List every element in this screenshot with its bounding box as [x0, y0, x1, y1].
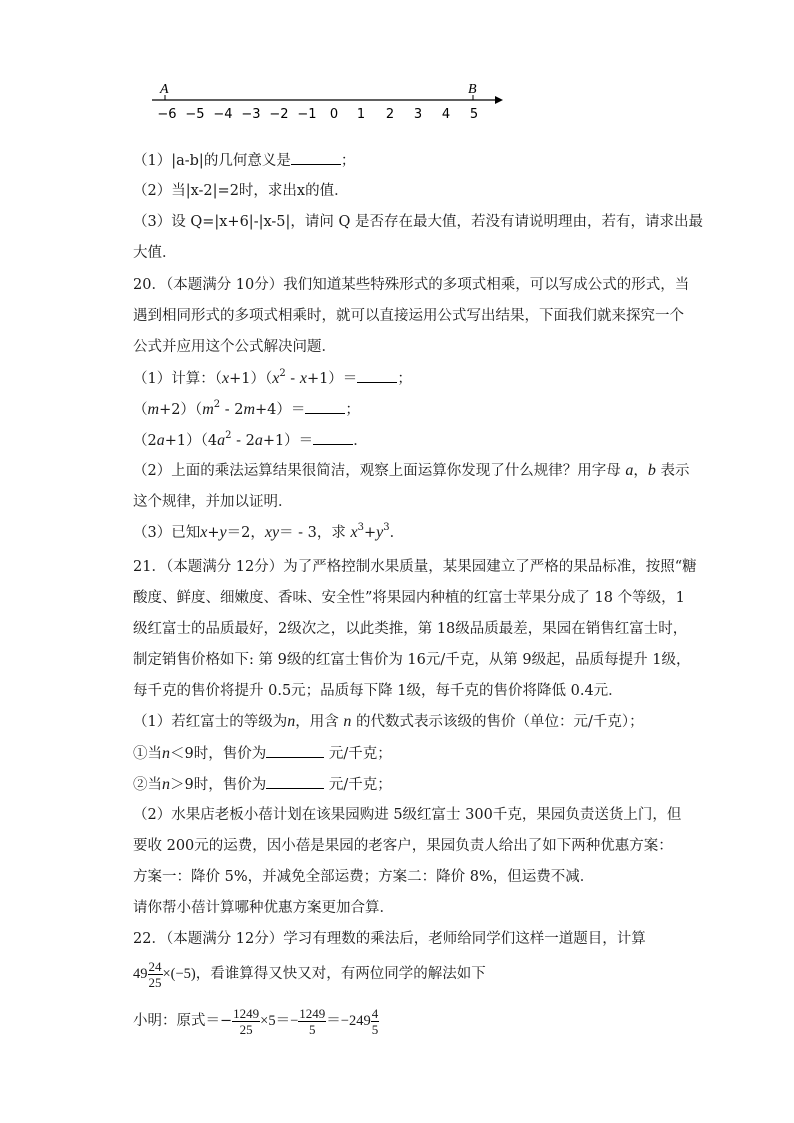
answer-blank[interactable]	[266, 743, 324, 758]
q21-line4: 制定销售价格如下: 第 9级的红富士售价为 16元/千克，从第 9级起，品质每提升 1级，	[133, 652, 691, 668]
fraction: $\frac{1249}{5}$	[299, 1005, 326, 1037]
tick-label: 3	[413, 107, 423, 122]
q19-part3-line2: 大值．	[133, 245, 177, 261]
q20-part3: （3）已知x+y＝2，xy＝ - 3，求 $x^3+y^3$．	[133, 522, 405, 541]
point-label-a: A	[160, 82, 169, 97]
answer-blank[interactable]	[313, 430, 353, 445]
point-label-b: B	[468, 82, 477, 97]
q21-part2-line1: （2）水果店老板小蓓计划在该果园购进 5级红富士 300千克，果园负责送货上门，但	[133, 807, 682, 823]
q19-part2: （2）当|x-2|=2时，求出x的值．	[133, 183, 349, 199]
q21-line2: 酸度、鲜度、细嫩度、香味、安全性”将果园内种植的红富士苹果分成了 18 个等级，1	[133, 590, 685, 606]
q20-intro-line2: 遇到相同形式的多项式相乘时，就可以直接运用公式写出结果，下面我们就来探究一个	[133, 308, 684, 324]
arrow-right-icon	[495, 96, 503, 104]
tick-label: 1	[356, 107, 366, 122]
q20-part2-line2: 这个规律，并加以证明．	[133, 494, 293, 510]
q21-part2-line3: 方案一：降价 5%，并减免全部运费；方案二：降价 8%，但运费不减．	[133, 869, 595, 885]
q20-part2-line1: （2）上面的乘法运算结果很简洁，观察上面运算你发现了什么规律？用字母 a，b 表示	[133, 462, 690, 479]
answer-blank[interactable]	[266, 774, 324, 789]
tick-label: −2	[269, 107, 289, 122]
answer-blank[interactable]	[357, 368, 397, 383]
number-line	[150, 78, 510, 128]
tick-label: −1	[297, 107, 317, 122]
tick-label: −5	[185, 107, 205, 122]
q21-line1: 21．（本题满分 12分）为了严格控制水果质量，某果园建立了严格的果品标准，按照“糖	[133, 559, 697, 575]
tick-label: 4	[441, 107, 451, 122]
q21-line3: 级红富士的品质最好，2级次之，以此类推，第 18级品质最差，果园在销售红富士时，	[133, 621, 688, 637]
q21-part2-line4: 请你帮小蓓计算哪种优惠方案更加合算．	[133, 900, 394, 916]
tick-label: −4	[213, 107, 233, 122]
q20-intro-line3: 公式并应用这个公式解决问题．	[133, 339, 336, 355]
q22-line1: 22．（本题满分 12分）学习有理数的乘法后，老师给同学们这样一道题目，计算	[133, 931, 646, 947]
tick-label: 2	[385, 107, 395, 122]
mixed-number-whole: 49	[133, 966, 148, 982]
tick-label: 5	[469, 107, 479, 122]
tick-label: −6	[157, 107, 177, 122]
answer-blank[interactable]	[291, 150, 341, 165]
fraction: $\frac{4}{5}$	[371, 1005, 379, 1037]
q22-xiaoming-solution: 小明：原式＝− $\frac{1249}{25}$ ×5＝− $\frac{1249}{5}$ ＝−249 $\frac{4}{5}$	[133, 1005, 379, 1037]
q21-part1: （1）若红富士的等级为n，用含 n 的代数式表示该级的售价（单位：元/千克）；	[133, 713, 644, 730]
q20-calc-3: $(2a+1)(4a^2 - 2a+1)=$ ．	[133, 430, 368, 449]
q20-calc-1: （1）计算：$(x+1)(x^2 - x+1)=$ ；	[133, 368, 412, 387]
tick-label: −3	[241, 107, 261, 122]
q21-case2: ②当n＞9时，售价为 元/千克；	[133, 776, 392, 793]
tick-label: 0	[329, 107, 339, 122]
q20-calc-2: $(m+2)(m^2 - 2m+4)=$ ；	[133, 399, 360, 418]
answer-blank[interactable]	[305, 399, 345, 414]
q21-line5: 每千克的售价将提升 0.5元；品质每下降 1级，每千克的售价将降低 0.4元．	[133, 683, 623, 699]
fraction: $\frac{1249}{25}$	[233, 1005, 260, 1037]
q20-intro-line1: 20．（本题满分 10分）我们知道某些特殊形式的多项式相乘，可以写成公式的形式，当	[133, 277, 690, 293]
q21-case1: ①当n＜9时，售价为 元/千克；	[133, 745, 392, 762]
fraction: $\frac{24}{25}$	[148, 958, 162, 990]
tick-labels	[157, 107, 478, 122]
q22-expression-line: 49 $\frac{24}{25}$ ×(−5)，看谁算得又快又对，有两位同学的解法如下	[133, 958, 486, 990]
q19-part1: （1）|a-b|的几何意义是 ；	[133, 150, 355, 171]
q19-part3-line1: （3）设 Q=|x+6|-|x-5|，请问 Q 是否存在最大值，若没有请说明理由，若有，请求出最	[133, 214, 704, 230]
q21-part2-line2: 要收 200元的运费，因小蓓是果园的老客户，果园负责人给出了如下两种优惠方案：	[133, 838, 673, 854]
